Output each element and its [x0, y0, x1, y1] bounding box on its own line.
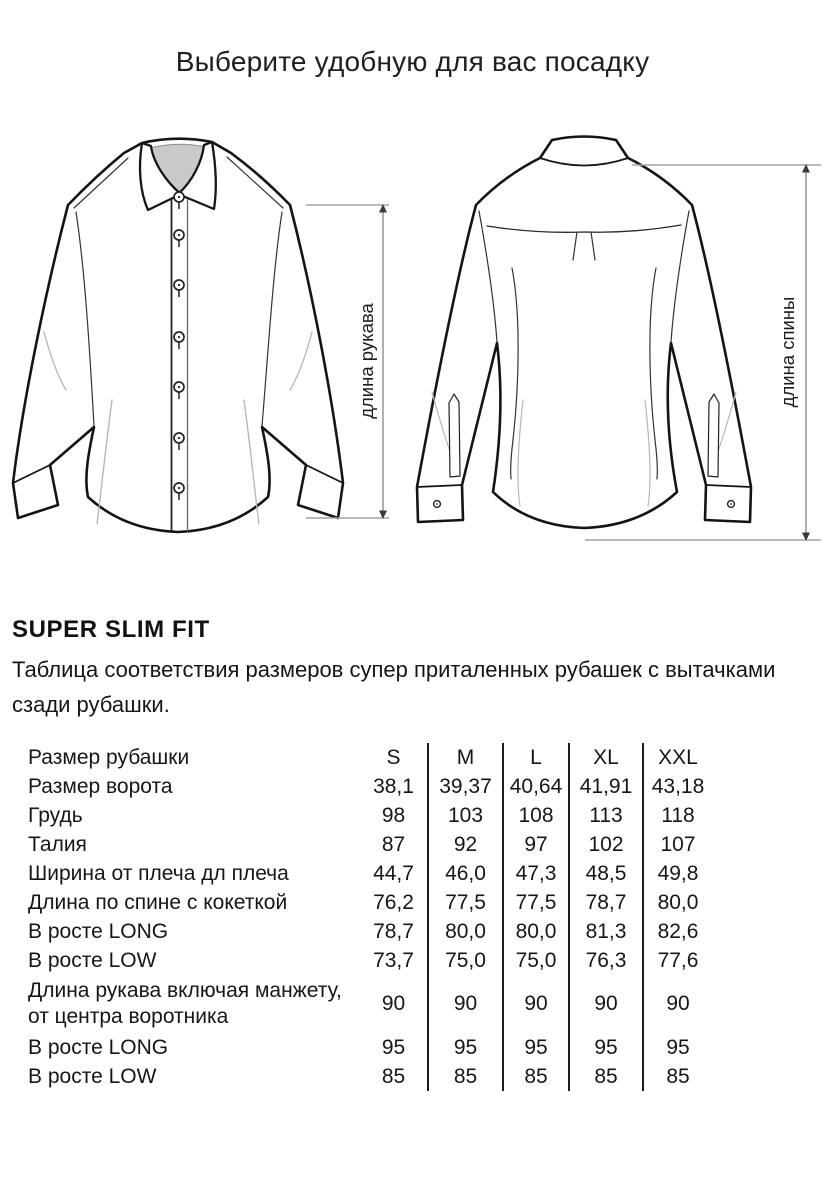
table-value: 95: [427, 1033, 502, 1062]
table-value: 95: [642, 1033, 712, 1062]
table-value: 77,5: [427, 888, 502, 917]
table-value: 98: [381, 803, 406, 827]
table-value: 90: [568, 975, 642, 1033]
table-value: 78,7: [568, 888, 642, 917]
table-value: 49,8: [642, 859, 712, 888]
table-value: 75,0: [427, 946, 502, 975]
size-header: M: [427, 743, 502, 772]
table-value: 97: [502, 830, 568, 859]
table-value: 85: [427, 1062, 502, 1091]
table-value: 76,3: [568, 946, 642, 975]
row-label: Ширина от плеча дл плеча: [28, 861, 289, 885]
table-value: 95: [381, 1035, 406, 1059]
table-value: 81,3: [568, 917, 642, 946]
page-title: Выберите удобную для вас посадку: [175, 46, 650, 77]
table-value: 80,0: [502, 917, 568, 946]
table-value: 90: [502, 975, 568, 1033]
table-value: 90: [381, 992, 406, 1015]
table-value: 113: [568, 801, 642, 830]
table-value: 108: [502, 801, 568, 830]
table-value: 85: [568, 1062, 642, 1091]
row-label: Грудь: [28, 803, 83, 827]
table-value: 76,2: [373, 890, 414, 914]
table-value: 80,0: [642, 888, 712, 917]
sleeve-length-label: длина рукава: [356, 303, 377, 419]
size-header: XL: [568, 743, 642, 772]
table-value: 39,37: [427, 772, 502, 801]
fit-description: Таблица соответствия размеров супер приталенных рубашек с вытачками сзади рубашки.: [12, 657, 776, 717]
table-value: 80,0: [427, 917, 502, 946]
row-label: Размер рубашки: [28, 745, 190, 769]
row-label: В росте LOW: [28, 948, 157, 972]
table-value: 77,6: [642, 946, 712, 975]
table-value: 102: [568, 830, 642, 859]
table-value: 118: [642, 801, 712, 830]
table-value: 103: [427, 801, 502, 830]
table-value: 77,5: [502, 888, 568, 917]
table-value: 82,6: [642, 917, 712, 946]
table-value: 46,0: [427, 859, 502, 888]
table-value: 95: [568, 1033, 642, 1062]
table-value: 75,0: [502, 946, 568, 975]
table-value: 85: [642, 1062, 712, 1091]
row-label: Длина по спине с кокеткой: [28, 890, 288, 914]
row-label: В росте LONG: [28, 919, 169, 943]
table-value: 48,5: [568, 859, 642, 888]
table-value: 85: [502, 1062, 568, 1091]
size-header: XXL: [642, 743, 712, 772]
table-value: 95: [502, 1033, 568, 1062]
shirt-diagram: [0, 100, 825, 570]
table-value: 73,7: [373, 948, 414, 972]
table-value: 90: [642, 975, 712, 1033]
table-value: 44,7: [373, 861, 414, 885]
table-value: 40,64: [502, 772, 568, 801]
table-value: 90: [427, 975, 502, 1033]
size-table: [28, 743, 712, 1091]
size-header: S: [386, 745, 401, 769]
table-value: 41,91: [568, 772, 642, 801]
row-label: В росте LOW: [28, 1064, 157, 1088]
table-value: 47,3: [502, 859, 568, 888]
size-header: L: [502, 743, 568, 772]
row-label: Размер ворота: [28, 774, 173, 798]
fit-heading: SUPER SLIM FIT: [12, 616, 210, 643]
row-label: Длина рукава включая манжету, от центра воротника: [28, 979, 342, 1028]
table-value: 43,18: [642, 772, 712, 801]
back-shirt-illustration: [417, 137, 751, 529]
table-value: 92: [427, 830, 502, 859]
table-value: 78,7: [373, 919, 414, 943]
table-value: 107: [642, 830, 712, 859]
table-value: 85: [381, 1064, 406, 1088]
table-value: 38,1: [373, 774, 414, 798]
front-shirt-illustration: [13, 139, 343, 532]
row-label: В росте LONG: [28, 1035, 169, 1059]
table-value: 87: [381, 832, 406, 856]
back-length-label: длина спины: [777, 296, 798, 408]
row-label: Талия: [28, 832, 87, 856]
